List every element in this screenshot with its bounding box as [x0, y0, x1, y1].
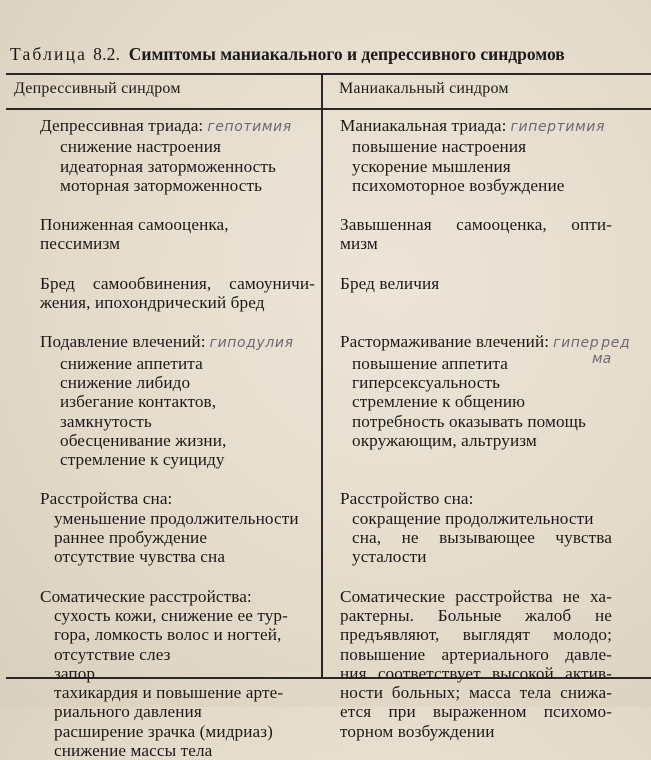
text-line: мизм — [340, 234, 378, 254]
list-item: отсутствие слез — [54, 644, 171, 664]
manic-triad — [340, 116, 612, 195]
text-line: рактерны. Больные жалоб не — [340, 605, 612, 625]
column-header-depressive: Депрессивный синдром — [14, 80, 181, 97]
handwritten-note-ma: ма — [592, 351, 612, 368]
list-item: моторная заторможенность — [60, 175, 263, 195]
suppressed-drives-title: Подавление влечений: — [40, 332, 206, 352]
list-item: стремление к суициду — [60, 450, 225, 470]
list-item: отсутствие чувства сна — [54, 547, 226, 567]
text-line: повышение артериального давле- — [340, 644, 612, 664]
manic-triad-title: Маниакальная триада: — [340, 116, 507, 135]
list-item: сна, не вызывающее чувства — [352, 528, 612, 548]
text-line: Завышенная самооценка, опти- — [340, 215, 612, 235]
handwritten-note-hypobulia: гиподулия — [209, 335, 294, 352]
list-item: снижение настроения — [60, 137, 222, 157]
list-item: тахикардия и повышение арте- — [54, 683, 284, 703]
text-line: Пониженная самооценка, — [40, 215, 229, 235]
table-top-rule — [6, 73, 651, 75]
list-item: потребность оказывать помощь — [352, 411, 586, 431]
disinhibited-drives-title: Растормаживание влечений: — [340, 332, 550, 352]
sleep-disorder-title: Расстройство сна: — [340, 489, 474, 509]
somatic-disorders — [40, 587, 315, 760]
list-item: психомоторное возбуждение — [352, 175, 565, 195]
list-item: повышение настроения — [352, 137, 527, 157]
grandiose-delusion — [340, 274, 612, 313]
text-line: ния соответствует высокой актив- — [340, 663, 612, 683]
list-item: расширение зрачка (мидриаз) — [54, 721, 273, 741]
text-line: пессимизм — [40, 234, 121, 254]
list-item: гиперсексуальность — [352, 372, 501, 392]
handwritten-note-hypothymia: гепотимия — [207, 119, 292, 135]
suppressed-drives — [40, 332, 315, 469]
lowered-self-esteem — [40, 215, 315, 254]
table-caption-label: Таблица — [10, 44, 88, 64]
column-header-manic: Маниакальный синдром — [339, 80, 509, 97]
sleep-disorder — [340, 489, 612, 566]
list-item: снижение аппетита — [60, 353, 203, 373]
text-line: Бред самообвинения, самоуничи- — [40, 273, 315, 293]
handwritten-note-red: ред — [601, 335, 631, 352]
list-item: раннее пробуждение — [54, 528, 208, 548]
somatic-disorders-title: Соматические расстройства: — [40, 586, 252, 606]
text-line: предъявляют, выглядят молодо; — [340, 625, 612, 645]
inflated-self-esteem — [340, 215, 612, 254]
list-item: избегание контактов, — [60, 392, 217, 412]
self-blame-delusion — [40, 274, 315, 313]
sleep-disorders-title: Расстройства сна: — [40, 489, 173, 509]
list-item: риального давления — [54, 702, 202, 722]
list-item: замкнутость — [60, 411, 152, 431]
text-line: Соматические расстройства не ха- — [340, 586, 612, 606]
table-caption-number: 8.2. — [93, 44, 121, 64]
list-item: стремление к общению — [352, 392, 526, 412]
text-line: ности больных; масса тела снижа- — [340, 683, 612, 703]
list-item: сокращение продолжительности — [352, 508, 594, 528]
list-item: снижение либидо — [60, 372, 191, 392]
depressive-triad — [40, 116, 315, 195]
list-item: усталости — [352, 547, 427, 567]
depressive-column — [40, 116, 315, 760]
list-item: сухость кожи, снижение ее тур- — [54, 605, 288, 625]
list-item: обесценивание жизни, — [60, 430, 227, 450]
text-line: жения, ипохондрический бред — [40, 293, 265, 313]
list-item: запор — [54, 663, 96, 683]
text-line: ется при выраженном психомо- — [340, 702, 612, 722]
text-line: торном возбуждении — [340, 721, 495, 741]
text-line: Бред величия — [340, 273, 440, 293]
table-caption-title: Симптомы маниакального и депрессивного синдромов — [128, 44, 565, 64]
list-item: окружающим, альтруизм — [352, 430, 537, 450]
sleep-disorders — [40, 489, 315, 566]
list-item: ускорение мышления — [352, 156, 511, 176]
table-header-rule — [6, 108, 651, 110]
disinhibited-drives — [340, 332, 631, 469]
list-item: идеаторная заторможенность — [60, 156, 276, 176]
list-item: снижение массы тела — [54, 741, 213, 760]
table-caption — [10, 44, 565, 65]
manic-column — [340, 116, 631, 741]
list-item: гора, ломкость волос и ногтей, — [54, 625, 282, 645]
handwritten-note-hyper: гипер — [553, 335, 600, 352]
list-item: повышение аппетита — [352, 353, 508, 373]
handwritten-note-hyperthymia: гипертимия — [510, 119, 605, 135]
list-item: уменьшение продолжительности — [54, 508, 299, 528]
table-column-divider — [321, 73, 323, 678]
somatic-not-typical — [340, 587, 612, 741]
depressive-triad-title: Депрессивная триада: — [40, 116, 204, 135]
